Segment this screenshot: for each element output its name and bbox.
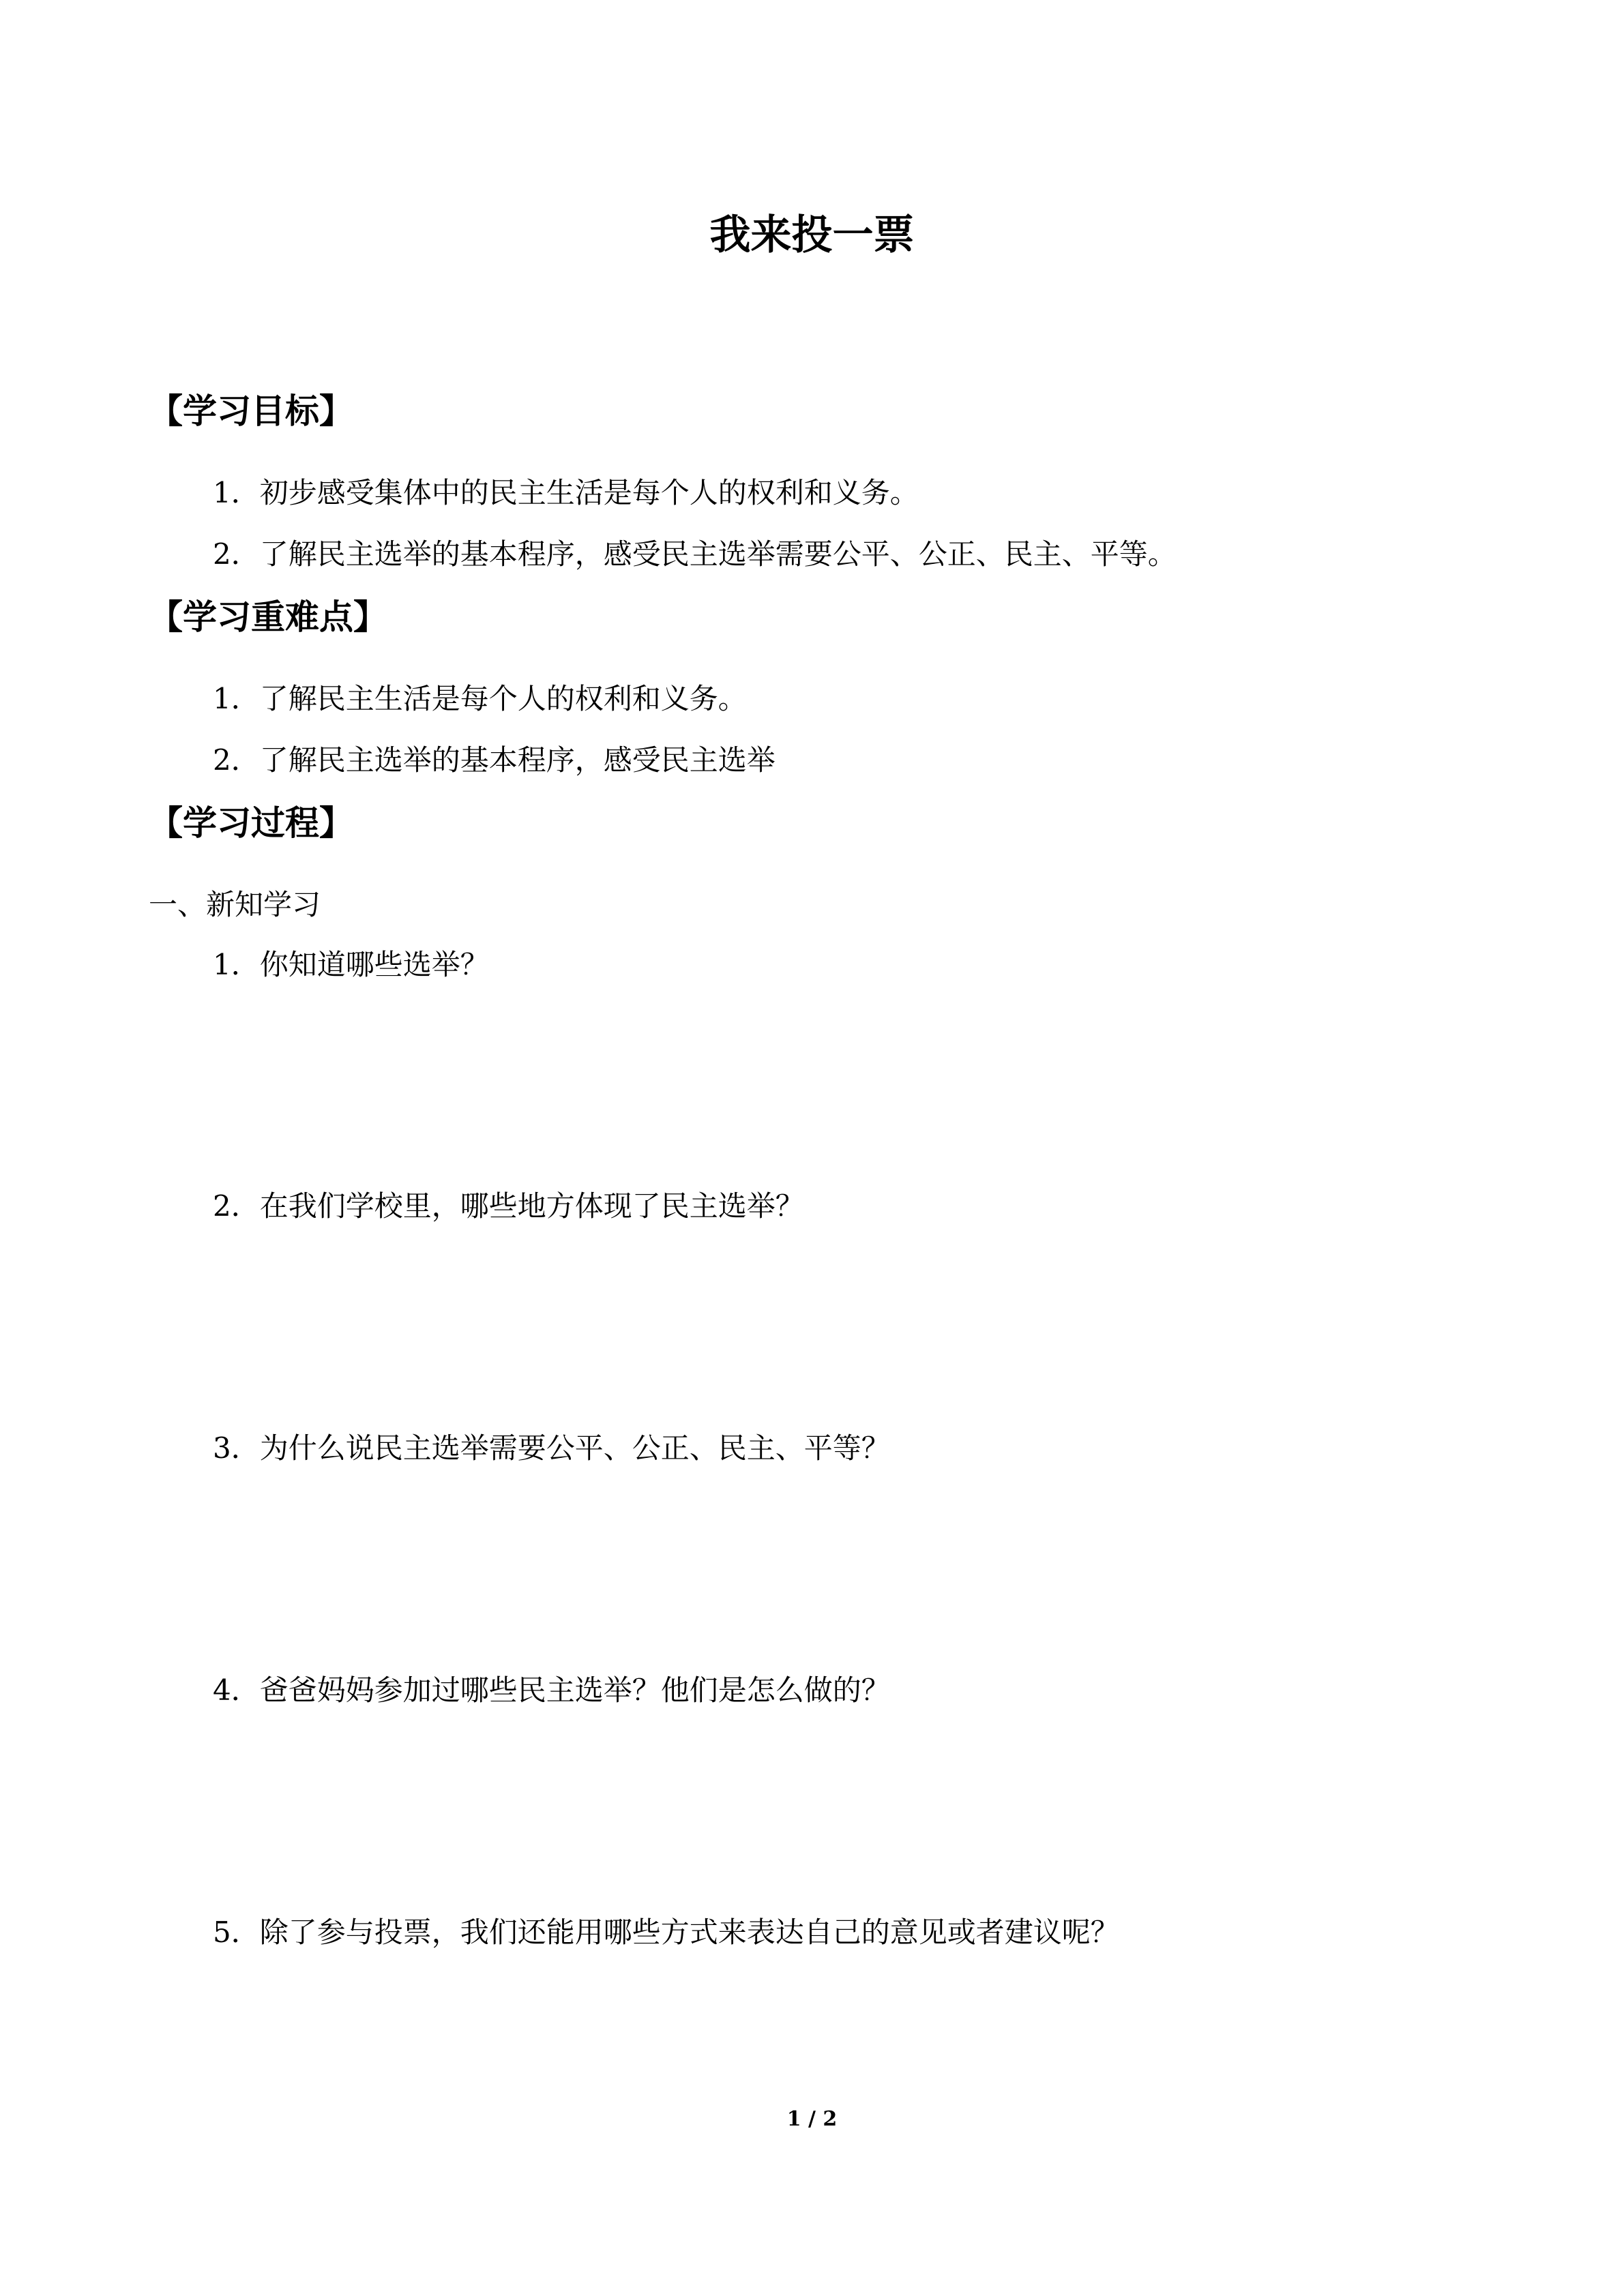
question-2: 2．在我们学校里，哪些地方体现了民主选举？ — [213, 1189, 804, 1223]
objective-item-2: 2．了解民主选举的基本程序，感受民主选举需要公平、公正、民主、平等。 — [213, 537, 1177, 571]
question-5: 5．除了参与投票，我们还能用哪些方式来表达自己的意见或者建议呢？ — [213, 1915, 1119, 1949]
question-4: 4．爸爸妈妈参加过哪些民主选举？他们是怎么做的？ — [213, 1673, 890, 1707]
question-1: 1．你知道哪些选举？ — [213, 948, 489, 981]
heading-objectives: 【学习目标】 — [149, 391, 353, 431]
question-3: 3．为什么说民主选举需要公平、公正、民主、平等？ — [213, 1431, 890, 1465]
heading-process: 【学习过程】 — [149, 803, 353, 843]
objective-item-1: 1．初步感受集体中的民主生活是每个人的权利和义务。 — [213, 476, 919, 509]
page-title: 我来投一票 — [709, 211, 915, 259]
heading-key-points: 【学习重难点】 — [149, 597, 387, 637]
part-one-label: 一、新知学习 — [149, 888, 321, 921]
key-point-item-1: 1．了解民主生活是每个人的权利和义务。 — [213, 682, 747, 715]
page-number: 1 / 2 — [786, 2107, 838, 2131]
key-point-item-2: 2．了解民主选举的基本程序，感受民主选举 — [213, 743, 776, 777]
